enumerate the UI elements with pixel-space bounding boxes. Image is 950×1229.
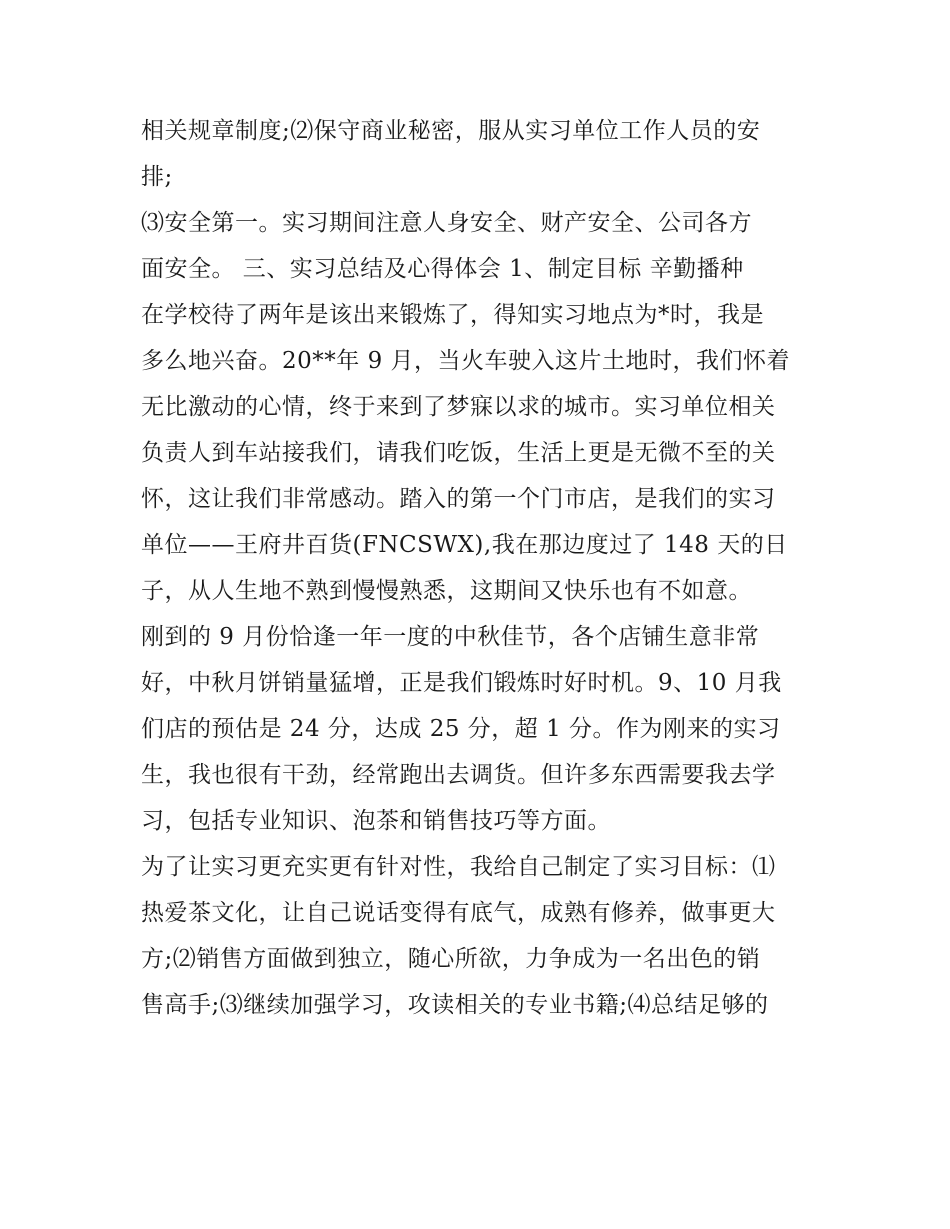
- text-line: ⑶安全第一。实习期间注意人身安全、财产安全、公司各方: [141, 210, 752, 236]
- text-line: 面安全。 三、实习总结及心得体会 1、制定目标 辛勤播种: [141, 256, 744, 282]
- text-line: 单位——王府井百货(FNCSWX),我在那边度过了 148 天的日: [141, 532, 788, 558]
- text-line: 在学校待了两年是该出来锻炼了，得知实习地点为*时，我是: [141, 302, 764, 328]
- text-line: 刚到的 9 月份恰逢一年一度的中秋佳节，各个店铺生意非常: [141, 624, 760, 650]
- text-line: 排;: [141, 164, 173, 190]
- text-line: 们店的预估是 24 分，达成 25 分，超 1 分。作为刚来的实习: [141, 716, 781, 742]
- text-line: 负责人到车站接我们，请我们吃饭，生活上更是无微不至的关: [141, 440, 776, 466]
- text-line: 习，包括专业知识、泡茶和销售技巧等方面。: [141, 808, 611, 834]
- text-line: 为了让实习更充实更有针对性，我给自己制定了实习目标：⑴: [141, 854, 776, 880]
- text-line: 热爱茶文化，让自己说话变得有底气，成熟有修养，做事更大: [141, 900, 776, 926]
- text-line: 子，从人生地不熟到慢慢熟悉，这期间又快乐也有不如意。: [141, 578, 752, 604]
- text-line: 无比激动的心情，终于来到了梦寐以求的城市。实习单位相关: [141, 394, 776, 420]
- text-line: 生，我也很有干劲，经常跑出去调货。但许多东西需要我去学: [141, 762, 776, 788]
- text-line: 售高手;⑶继续加强学习，攻读相关的专业书籍;⑷总结足够的: [141, 992, 769, 1018]
- text-line: 方;⑵销售方面做到独立，随心所欲，力争成为一名出色的销: [141, 946, 761, 972]
- body-text: [141, 108, 821, 1028]
- text-line: 多么地兴奋。20**年 9 月，当火车驶入这片土地时，我们怀着: [141, 348, 791, 374]
- text-line: 怀，这让我们非常感动。踏入的第一个门市店，是我们的实习: [141, 486, 776, 512]
- text-line: 好，中秋月饼销量猛增，正是我们锻炼时好时机。9、10 月我: [141, 670, 782, 696]
- text-line: 相关规章制度;⑵保守商业秘密，服从实习单位工作人员的安: [141, 118, 761, 144]
